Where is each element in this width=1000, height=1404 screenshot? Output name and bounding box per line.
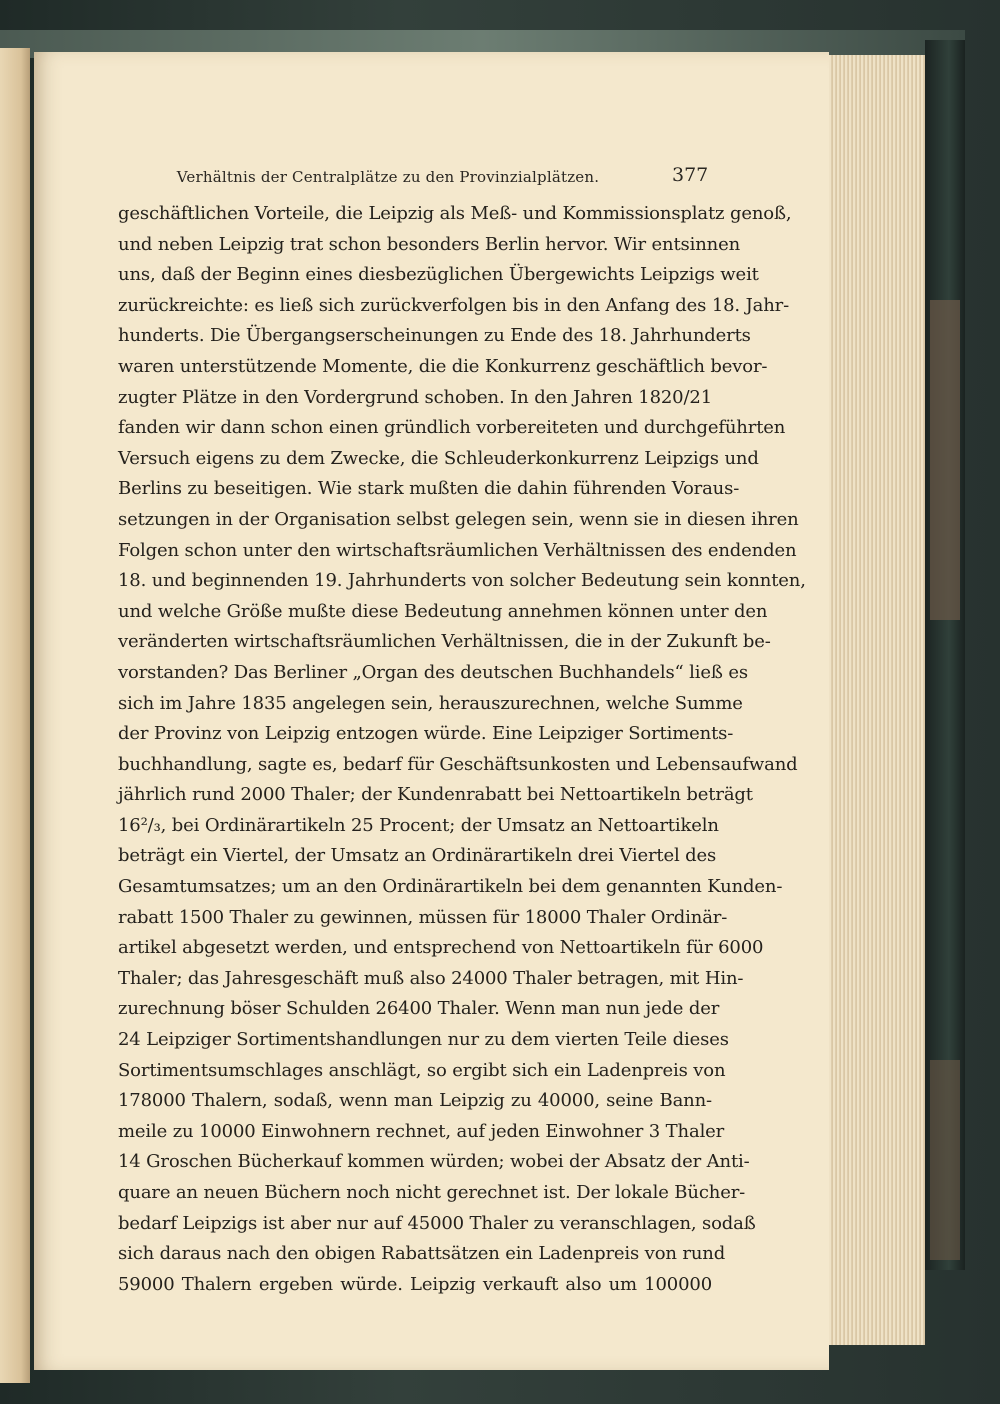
text-line: Gesamtumsatzes; um an den Ordinärartikeln bei dem genannten Kunden- bbox=[118, 876, 783, 898]
text-line: artikel abgesetzt werden, und entsprechend von Nettoartikeln für 6000 bbox=[118, 937, 764, 959]
text-line: Berlins zu beseitigen. Wie stark mußten die dahin führenden Voraus- bbox=[118, 478, 740, 500]
text-line: rabatt 1500 Thaler zu gewinnen, müssen für 18000 Thaler Ordinär- bbox=[118, 906, 728, 928]
text-line: zurechnung böser Schulden 26400 Thaler. Wenn man nun jede der bbox=[118, 998, 720, 1020]
cover-leather-corner bbox=[930, 300, 960, 620]
text-line: veränderten wirtschaftsräumlichen Verhältnissen, die in der Zukunft be- bbox=[118, 631, 771, 653]
facing-page-edge bbox=[0, 48, 30, 1383]
text-line: Folgen schon unter den wirtschaftsräumlichen Verhältnissen des endenden bbox=[118, 539, 797, 561]
text-line: geschäftlichen Vorteile, die Leipzig als Meß- und Kommissionsplatz genoß, bbox=[118, 203, 792, 224]
text-line: sich im Jahre 1835 angelegen sein, herauszurechnen, welche Summe bbox=[118, 692, 743, 714]
text-line: zugter Plätze in den Vordergrund schoben. In den Jahren 1820/21 bbox=[118, 386, 712, 408]
cover-leather-corner-bottom bbox=[930, 1060, 960, 1260]
text-line: quare an neuen Büchern noch nicht gerechnet ist. Der lokale Bücher- bbox=[118, 1182, 746, 1203]
page-block-edges bbox=[825, 55, 925, 1345]
text-line: meile zu 10000 Einwohnern rechnet, auf jeden Einwohner 3 Thaler bbox=[118, 1120, 725, 1142]
running-head: Verhältnis der Centralplätze zu den Provinzialplätzen. bbox=[176, 168, 600, 186]
text-line: und neben Leipzig trat schon besonders Berlin hervor. Wir entsinnen bbox=[118, 233, 741, 255]
text-line: 16²/₃, bei Ordinärartikeln 25 Procent; der Umsatz an Nettoartikeln bbox=[118, 814, 719, 836]
body-text bbox=[118, 199, 806, 1300]
text-line: der Provinz von Leipzig entzogen würde. Eine Leipziger Sortiments- bbox=[118, 723, 734, 745]
text-line: beträgt ein Viertel, der Umsatz an Ordinärartikeln drei Viertel des bbox=[118, 845, 717, 867]
text-line: waren unterstützende Momente, die die Konkurrenz geschäftlich bevor- bbox=[118, 355, 768, 377]
text-line: Versuch eigens zu dem Zwecke, die Schleuderkonkurrenz Leipzigs und bbox=[118, 447, 759, 469]
text-line: 14 Groschen Bücherkauf kommen würden; wobei der Absatz der Anti- bbox=[118, 1151, 750, 1173]
page-number: 377 bbox=[672, 164, 709, 186]
text-line: zurückreichte: es ließ sich zurückverfolgen bis in den Anfang des 18. Jahr- bbox=[118, 294, 790, 316]
text-line: 24 Leipziger Sortimentshandlungen nur zu dem vierten Teile dieses bbox=[118, 1029, 729, 1051]
text-line: Sortimentsumschlages anschlägt, so ergibt sich ein Ladenpreis von bbox=[118, 1059, 726, 1081]
text-line: setzungen in der Organisation selbst gelegen sein, wenn sie in diesen ihren bbox=[118, 508, 799, 530]
text-line: 178000 Thalern, sodaß, wenn man Leipzig zu 40000, seine Bann- bbox=[118, 1090, 712, 1112]
text-line: vorstanden? Das Berliner „Organ des deutschen Buchhandels“ ließ es bbox=[118, 661, 748, 683]
text-line: buchhandlung, sagte es, bedarf für Geschäftsunkosten und Lebensaufwand bbox=[118, 753, 798, 775]
text-line: hunderts. Die Übergangserscheinungen zu Ende des 18. Jahrhunderts bbox=[118, 325, 751, 347]
text-line: sich daraus nach den obigen Rabattsätzen ein Ladenpreis von rund bbox=[118, 1243, 726, 1265]
text-line: uns, daß der Beginn eines diesbezüglichen Übergewichts Leipzigs weit bbox=[118, 264, 759, 286]
text-line: fanden wir dann schon einen gründlich vorbereiteten und durchgeführten bbox=[118, 417, 786, 439]
text-line: und welche Größe mußte diese Bedeutung annehmen können unter den bbox=[118, 600, 768, 622]
text-line: 59000 Thalern ergeben würde. Leipzig verkauft also um 100000 bbox=[118, 1273, 712, 1295]
text-line: bedarf Leipzigs ist aber nur auf 45000 Thaler zu veranschlagen, sodaß bbox=[118, 1212, 756, 1234]
text-line: Thaler; das Jahresgeschäft muß also 24000 Thaler betragen, mit Hin- bbox=[118, 967, 744, 989]
text-line: jährlich rund 2000 Thaler; der Kundenrabatt bei Nettoartikeln beträgt bbox=[118, 784, 753, 806]
text-line: 18. und beginnenden 19. Jahrhunderts von solcher Bedeutung sein konnten, bbox=[118, 570, 806, 592]
